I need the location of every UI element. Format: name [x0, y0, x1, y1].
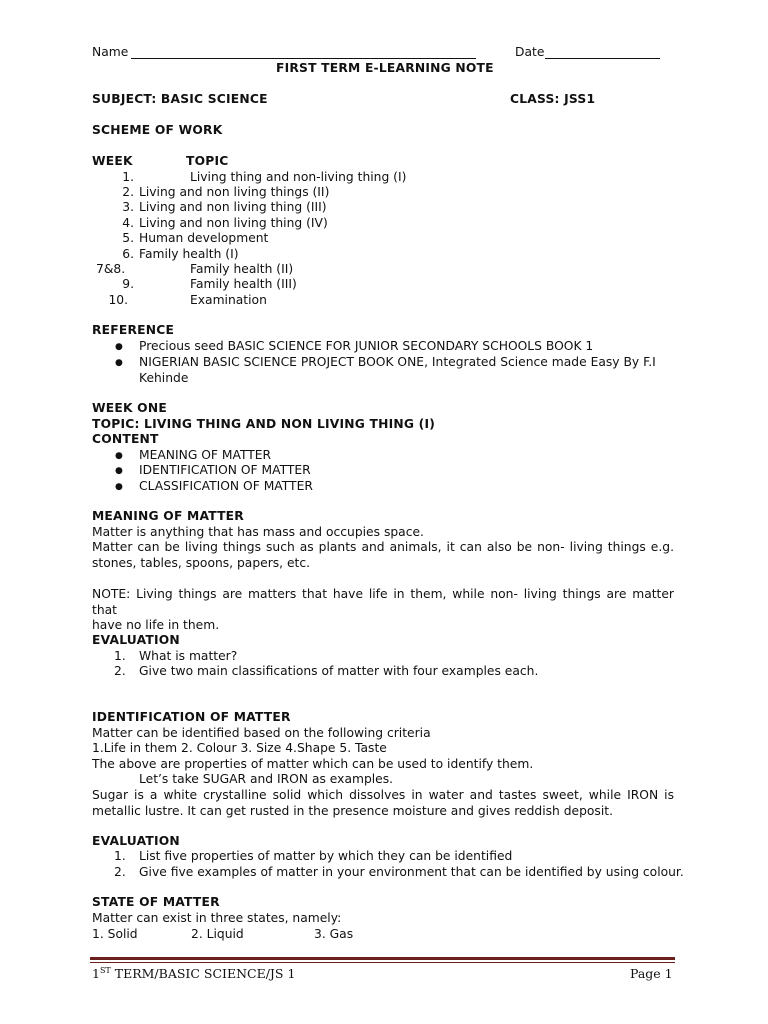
- scheme-row-num: 3.: [122, 200, 134, 214]
- paragraph-line: Matter can be living things such as plants and animals, it can also be non- living things e.g.: [92, 540, 674, 554]
- scheme-row-num: 2.: [122, 185, 134, 199]
- state-text: Matter can exist in three states, namely:: [92, 911, 342, 925]
- evaluation-num: 2.: [114, 664, 126, 678]
- footer-term-number: 1: [92, 966, 100, 982]
- content-heading: CONTENT: [92, 432, 159, 446]
- meaning-paragraph: [92, 540, 674, 571]
- paragraph-line: have no life in them.: [92, 618, 220, 632]
- footer-term-sup: ST: [99, 966, 111, 975]
- name-label: Name: [92, 45, 129, 59]
- state-heading: STATE OF MATTER: [92, 895, 220, 909]
- bullet-icon: ●: [115, 342, 123, 352]
- bullet-icon: ●: [115, 358, 123, 368]
- scheme-row-num: 5.: [122, 231, 134, 245]
- evaluation-heading: EVALUATION: [92, 834, 180, 848]
- scheme-row-num: 6.: [122, 247, 134, 261]
- scheme-row-topic: Human development: [139, 231, 269, 245]
- scheme-row-topic: Living and non living thing (IV): [139, 216, 328, 230]
- meaning-heading: MEANING OF MATTER: [92, 509, 244, 523]
- content-item: MEANING OF MATTER: [139, 448, 272, 462]
- reference-item: NIGERIAN BASIC SCIENCE PROJECT BOOK ONE, Integrated Science made Easy By F.I: [139, 355, 656, 369]
- identification-text: The above are properties of matter which can be used to identify them.: [92, 757, 534, 771]
- scheme-row-topic: Living and non living thing (III): [139, 200, 327, 214]
- scheme-row-num: 1.: [122, 170, 134, 184]
- date-blank-line: [545, 58, 660, 59]
- evaluation-num: 1.: [114, 649, 126, 663]
- paragraph-line: Sugar is a white crystalline solid which dissolves in water and tastes sweet, while IRON is: [92, 788, 674, 802]
- state-solid: 1. Solid: [92, 927, 138, 941]
- evaluation-item: List five properties of matter by which they can be identified: [139, 849, 513, 863]
- scheme-row-topic: Living and non living things (II): [139, 185, 330, 199]
- footer-rule-thin: [90, 962, 675, 963]
- bullet-icon: ●: [115, 466, 123, 476]
- content-item: IDENTIFICATION OF MATTER: [139, 463, 311, 477]
- week-one-heading: WEEK ONE: [92, 401, 167, 415]
- week-one-topic: TOPIC: LIVING THING AND NON LIVING THING (I): [92, 417, 436, 431]
- evaluation-heading: EVALUATION: [92, 633, 180, 647]
- evaluation-num: 1.: [114, 849, 126, 863]
- state-liquid: 2. Liquid: [191, 927, 244, 941]
- scheme-heading: SCHEME OF WORK: [92, 123, 223, 137]
- meaning-definition: Matter is anything that has mass and occupies space.: [92, 525, 424, 539]
- identification-heading: IDENTIFICATION OF MATTER: [92, 710, 291, 724]
- identification-criteria: 1.Life in them 2. Colour 3. Size 4.Shape 5. Taste: [92, 741, 387, 755]
- date-label: Date: [515, 45, 545, 59]
- paragraph-line: metallic lustre. It can get rusted in the presence moisture and gives reddish deposit.: [92, 803, 613, 818]
- document-title: FIRST TERM E-LEARNING NOTE: [276, 61, 494, 75]
- evaluation-item: Give five examples of matter in your environment that can be identified by using colour.: [139, 865, 684, 879]
- topic-column-heading: TOPIC: [186, 154, 229, 168]
- scheme-row-num: 10.: [108, 293, 128, 307]
- reference-item: Precious seed BASIC SCIENCE FOR JUNIOR SECONDARY SCHOOLS BOOK 1: [139, 339, 594, 353]
- evaluation-num: 2.: [114, 865, 126, 879]
- content-item: CLASSIFICATION OF MATTER: [139, 479, 313, 493]
- footer-left: [92, 966, 295, 981]
- scheme-row-topic: Family health (II): [190, 262, 294, 276]
- name-blank-line: [131, 58, 476, 59]
- bullet-icon: ●: [115, 451, 123, 461]
- note-paragraph: [92, 587, 674, 634]
- scheme-row-num: 9.: [122, 277, 134, 291]
- footer-term-text: TERM/BASIC SCIENCE/JS 1: [110, 966, 296, 982]
- identification-text: Matter can be identified based on the following criteria: [92, 726, 431, 740]
- scheme-row-topic: Family health (III): [190, 277, 297, 291]
- reference-heading: REFERENCE: [92, 323, 175, 337]
- page-number: Page 1: [630, 966, 673, 981]
- scheme-row-topic: Living thing and non-living thing (I): [190, 170, 407, 184]
- identification-text: Let’s take SUGAR and IRON as examples.: [139, 772, 394, 786]
- identification-paragraph: [92, 788, 674, 819]
- scheme-row-num: 4.: [122, 216, 134, 230]
- scheme-row-topic: Family health (I): [139, 247, 239, 261]
- class-line: CLASS: JSS1: [510, 92, 596, 106]
- scheme-row-num: 7&8.: [96, 262, 126, 276]
- subject-line: SUBJECT: BASIC SCIENCE: [92, 92, 268, 106]
- week-column-heading: WEEK: [92, 154, 133, 168]
- state-gas: 3. Gas: [314, 927, 354, 941]
- paragraph-line: NOTE: Living things are matters that have life in them, while non- living things are matter that: [92, 587, 674, 617]
- paragraph-line: stones, tables, spoons, papers, etc.: [92, 555, 311, 570]
- footer-rule-thick: [90, 957, 675, 960]
- bullet-icon: ●: [115, 482, 123, 492]
- evaluation-item: Give two main classifications of matter with four examples each.: [139, 664, 539, 678]
- scheme-row-topic: Examination: [190, 293, 267, 307]
- evaluation-item: What is matter?: [139, 649, 238, 663]
- reference-item-continued: Kehinde: [139, 371, 189, 385]
